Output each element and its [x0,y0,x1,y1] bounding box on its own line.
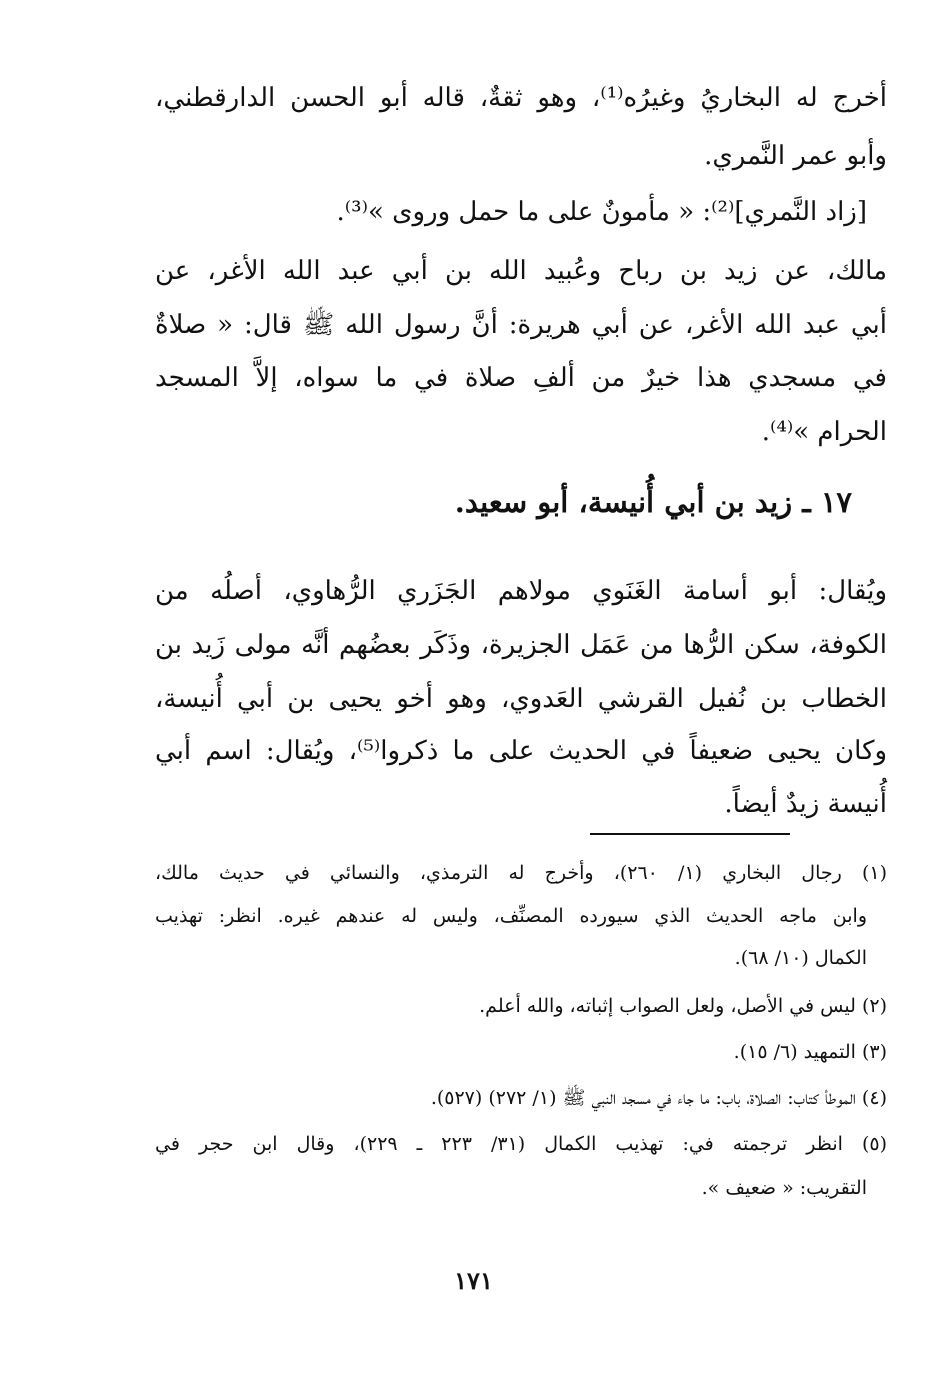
body-line: في مسجدي هذا خيرٌ من ألفِ صلاة في ما سواه، إلاَّ المسجد [155,363,887,393]
body-line: أخرج له البخاريُ وغيرُه⁽¹⁾، وهو ثقةٌ، قاله أبو الحسن الدارقطني، [155,83,887,113]
footnote-line: وابن ماجه الحديث الذي سيورده المصنِّف، وليس له عندهم غيره. انظر: تهذيب [155,905,867,927]
bio-line: الكوفة، سكن الرُّها من عَمَل الجزيرة، وذَكَر بعضُهم أنَّه مولى زَيد بن [155,630,887,660]
footnote-line: التقريب: « ضعيف ». [701,1177,867,1199]
bio-line: وكان يحيى ضعيفاً في الحديث على ما ذكروا⁽⁵⁾، ويُقال: اسم أبي [155,736,888,766]
footnote-line: الكمال (١٠/ ٦٨). [734,947,867,969]
bio-line: ويُقال: أبو أسامة الغَنَوي مولاهم الجَزَري الرُّهاوي، أصلُه من [155,576,887,606]
section-heading: ١٧ ـ زيد بن أبي أُنيسة، أبو سعيد. [454,485,852,519]
footnote-line: (٤) الموطأ كتاب: الصلاة، باب: ما جاء في مسجد النبي ﷺ (١/ ٢٧٢) (٥٢٧). [430,1087,887,1109]
body-line: أبي عبد الله الأغر، عن أبي هريرة: أنَّ رسول الله ﷺ قال: « صلاةٌ [155,310,887,340]
body-line: مالك، عن زيد بن رباح وعُبيد الله بن أبي عبد الله الأغر، عن [155,256,887,286]
page-number: ١٧١ [454,1266,493,1295]
footnote-line: (١) رجال البخاري (١/ ٢٦٠)، وأخرج له الترمذي، والنسائي في حديث مالك، [155,862,887,884]
body-line: [زاد النَّمري]⁽²⁾: « مأمونٌ على ما حمل وروى »⁽³⁾. [336,197,867,227]
footnote-separator [590,833,790,835]
bio-line: الخطاب بن نُفيل القرشي العَدوي، وهو أخو يحيى بن أبي أُنيسة، [155,684,887,714]
bio-line: أُنيسة زيدٌ أيضاً. [724,789,887,819]
footnote-line: (٢) ليس في الأصل، ولعل الصواب إثباته، والله أعلم. [479,995,887,1017]
footnote-line: (٣) التمهيد (٦/ ١٥). [733,1041,887,1063]
footnote-line: (٥) انظر ترجمته في: تهذيب الكمال (٣١/ ٢٢٣ ـ ٢٢٩)، وقال ابن حجر في [155,1133,887,1155]
body-line: وأبو عمر النَّمري. [704,141,887,171]
body-line: الحرام »⁽⁴⁾. [761,417,887,447]
